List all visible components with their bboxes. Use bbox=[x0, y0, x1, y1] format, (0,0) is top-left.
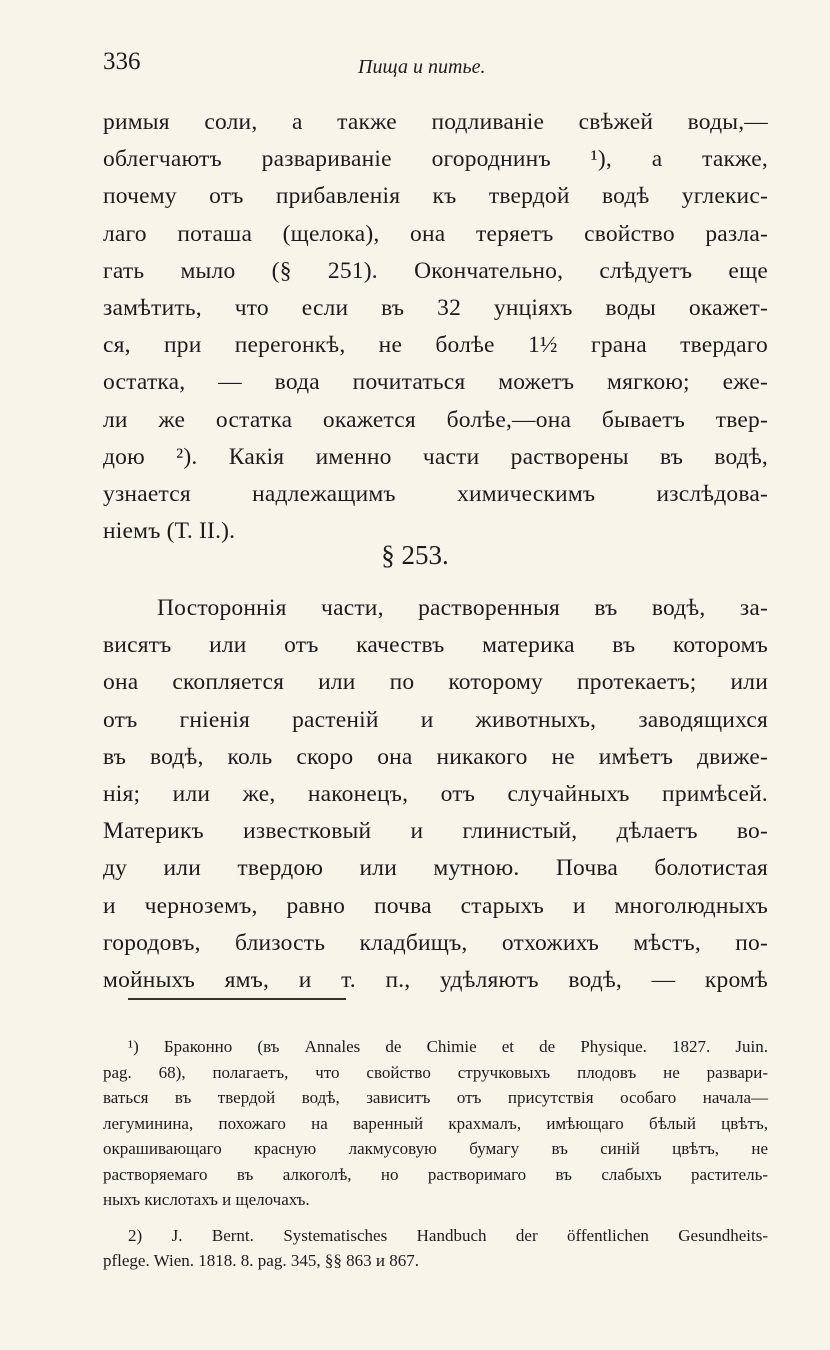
section-heading: § 253. bbox=[381, 540, 449, 570]
text-line: гать мыло (§ 251). Окончательно, слѣдуетъ еще bbox=[103, 257, 768, 284]
footnotes bbox=[103, 1034, 768, 1274]
text-line: Материкъ известковый и глинистый, дѣлаетъ во- bbox=[103, 818, 768, 845]
text-line: дою ²). Какія именно части растворены въ водѣ, bbox=[103, 443, 768, 470]
page-header bbox=[103, 48, 760, 88]
footnote-line: pflege. Wien. 1818. 8. pag. 345, §§ 863 и 867. bbox=[103, 1251, 419, 1270]
text-line: въ водѣ, коль скоро она никакого не имѣетъ движе- bbox=[103, 743, 768, 770]
footnote-divider bbox=[128, 998, 346, 1000]
text-line: отъ гніенія растеній и животныхъ, заводящихся bbox=[103, 706, 768, 733]
footnote-line: ныхъ кислотахъ и щелочахъ. bbox=[103, 1190, 310, 1209]
text-line: римыя соли, а также подливаніе свѣжей воды,— bbox=[103, 109, 768, 135]
footnote-line: ваться въ твердой водѣ, зависитъ отъ присутствія особаго начала— bbox=[103, 1088, 768, 1107]
text-line: нія; или же, наконецъ, отъ случайныхъ примѣсей. bbox=[103, 780, 768, 807]
footnote-line: pag. 68), полагаетъ, что свойство стручковыхъ плодовъ не развари- bbox=[103, 1062, 768, 1082]
footnote-line: растворяемаго въ алкоголѣ, но растворимаго въ слабыхъ раститель- bbox=[103, 1164, 768, 1184]
text-line: ду или твердою или мутною. Почва болотистая bbox=[103, 855, 768, 882]
text-line: узнается надлежащимъ химическимъ изслѣдова- bbox=[103, 480, 768, 507]
text-line: мойныхъ ямъ, и т. п., удѣляютъ водѣ, — кромѣ bbox=[103, 966, 768, 993]
text-line: висятъ или отъ качествъ материка въ которомъ bbox=[103, 632, 768, 659]
page-number: 336 bbox=[103, 48, 141, 75]
text-line: и черноземъ, равно почва старыхъ и многолюдныхъ bbox=[103, 892, 768, 919]
text-line: ніемъ (Т. II.). bbox=[103, 518, 236, 545]
text-line: почему отъ прибавленія къ твердой водѣ углекис- bbox=[103, 183, 768, 210]
footnote-line: окрашивающаго красную лакмусовую бумагу въ синій цвѣтъ, не bbox=[103, 1139, 768, 1158]
text-line: Постороннія части, растворенныя въ водѣ, за- bbox=[157, 595, 768, 621]
paragraph-continued bbox=[103, 104, 768, 550]
text-line: ли же остатка окажется болѣе,—она бываетъ твер- bbox=[103, 406, 768, 433]
text-line: она скопляется или по которому протекаетъ; или bbox=[103, 669, 768, 696]
text-line: замѣтить, что если въ 32 унціяхъ воды окажет- bbox=[103, 294, 768, 321]
footnote-line: 2) J. Bernt. Systematisches Handbuch der öffentlichen Gesundheits- bbox=[128, 1225, 768, 1245]
text-line: городовъ, близость кладбищъ, отхожихъ мѣстъ, по- bbox=[103, 929, 768, 956]
footnote-line: ¹) Браконно (въ Annales de Chimie et de Physique. 1827. Juin. bbox=[128, 1037, 768, 1056]
running-title: Пища и питье. bbox=[358, 56, 486, 78]
footnote-line: легуминина, похожаго на варенный крахмалъ, имѣющаго бѣлый цвѣтъ, bbox=[103, 1113, 768, 1133]
text-line: остатка, — вода почитаться можетъ мягкою; еже- bbox=[103, 369, 768, 396]
text-line: облегчаютъ развариваніе огороднинъ ¹), а также, bbox=[103, 146, 768, 173]
paragraph-section-253 bbox=[103, 590, 768, 999]
text-line: ся, при перегонкѣ, не болѣе 1½ грана твердаго bbox=[103, 332, 768, 359]
text-line: лаго поташа (щелока), она теряетъ свойство разла- bbox=[103, 220, 768, 247]
